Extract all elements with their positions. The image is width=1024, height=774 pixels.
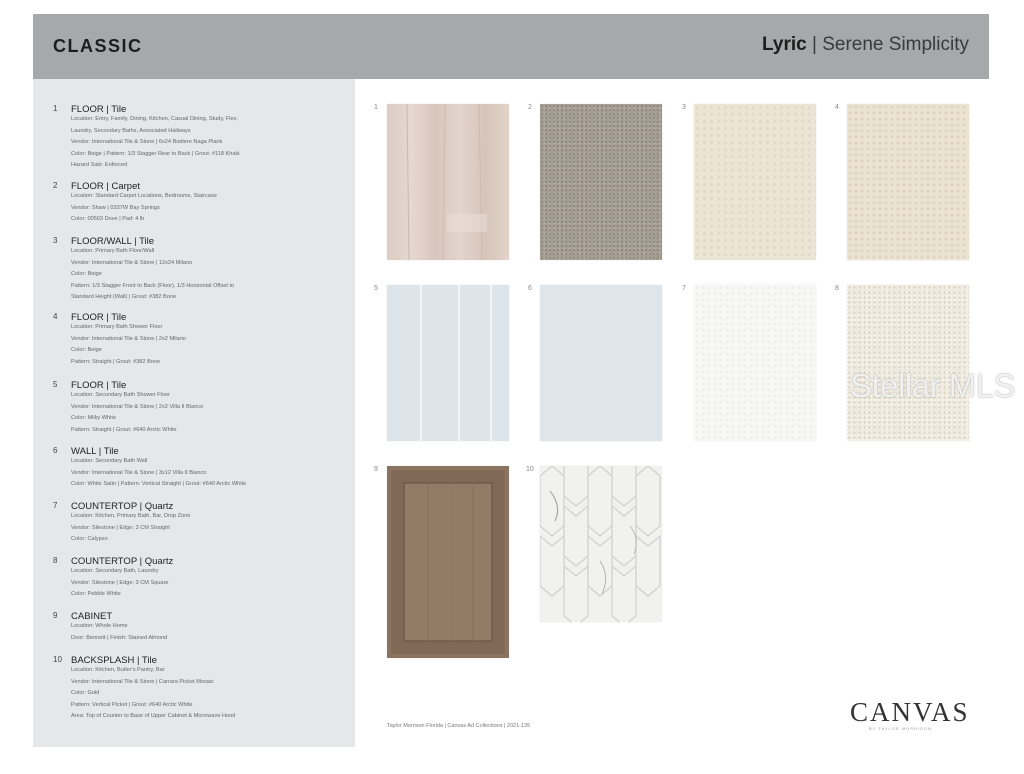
spec-number: 5 xyxy=(53,380,58,389)
spec-detail-line: Color: White Satin | Pattern: Vertical Straight | Grout: #640 Arctic White xyxy=(71,481,247,487)
spec-detail-line: Door: Bennett | Finish: Stained Almond xyxy=(71,634,168,641)
spec-detail-line: Location: Kitchen, Primary Bath, Bar, Drop Zone xyxy=(71,513,191,519)
spec-detail-line: Vendor: Silestone | Edge: 3 CM Straight xyxy=(71,524,170,531)
spec-title: BACKSPLASH | Tile xyxy=(71,655,157,666)
spec-detail-line: Color: 00503 Dove | Pad: 4 lb xyxy=(71,216,145,222)
collection-series: Lyric xyxy=(762,34,807,55)
spec-detail-line: Standard Height (Wall) | Grout: #382 Bone xyxy=(71,294,177,300)
canvas-logo-subtitle: BY TAYLOR MORRISON xyxy=(869,726,932,731)
spec-panel xyxy=(33,79,355,747)
tile-number: 9 xyxy=(374,466,378,473)
spec-detail-line: Area: Top of Counter to Base of Upper Cabinet & Microwave Hood xyxy=(71,713,236,719)
tile-number: 1 xyxy=(374,104,378,111)
spec-detail-line: Location: Standard Carpet Locations, Bedrooms, Staircase xyxy=(71,193,217,199)
spec-detail-line: Vendor: Silestone | Edge: 3 CM Square xyxy=(71,579,169,586)
spec-title: COUNTERTOP | Quartz xyxy=(71,556,174,567)
header-bar xyxy=(33,14,989,79)
swatch-carpet-taupe xyxy=(540,104,662,260)
tile-number: 3 xyxy=(682,104,686,111)
spec-number: 7 xyxy=(53,501,58,510)
spec-detail-line: Vendor: Shaw | 0337W Bay Springs xyxy=(71,204,160,211)
spec-detail-line: Location: Entry, Family, Dining, Kitchen, Casual Dining, Study, Flex, xyxy=(71,116,238,122)
spec-title: CABINET xyxy=(71,611,113,622)
spec-detail-line: Location: Kitchen, Butler's Pantry, Bar xyxy=(71,667,165,673)
spec-title: WALL | Tile xyxy=(71,446,119,457)
spec-number: 10 xyxy=(53,655,62,664)
swatch-backsplash-mosaic xyxy=(540,466,662,622)
swatch-cabinet-door xyxy=(387,466,509,658)
spec-detail-line: Location: Whole Home xyxy=(71,623,128,629)
spec-number: 2 xyxy=(53,181,58,190)
swatch-cream-speckled-quartz xyxy=(847,285,969,441)
tile-number: 5 xyxy=(374,285,378,292)
spec-detail-line: Vendor: International Tile & Stone | 2x2 Villa II Bianco xyxy=(71,403,204,410)
tile-number: 2 xyxy=(528,104,532,111)
tile-number: 8 xyxy=(835,285,839,292)
spec-detail-line: Laundry, Secondary Baths, Associated Hallways xyxy=(71,127,191,134)
footnote: Taylor Morrison Florida | Canvas Ad Collections | 2021-135 xyxy=(387,723,531,729)
spec-detail-line: Vendor: International Tile & Stone | Carrara Picket Mosaic xyxy=(71,678,214,685)
spec-title: FLOOR/WALL | Tile xyxy=(71,236,155,247)
spec-detail-line: Color: Beige | Pattern: 1/3 Stagger Rear to Back | Grout: #118 Khaki xyxy=(71,150,240,157)
spec-detail-line: Location: Primary Bath Floor/Wall xyxy=(71,248,155,254)
swatch-pale-blue-tile xyxy=(387,285,509,441)
swatch-pale-blue-wall-tile xyxy=(540,285,662,441)
swatch-white-quartz xyxy=(694,285,816,441)
spec-detail-line: Vendor: International Tile & Stone | 12x24 Milano xyxy=(71,259,193,266)
spec-title: FLOOR | Tile xyxy=(71,104,127,115)
swatch-shower-floor-cream xyxy=(847,104,969,260)
collection-name: Serene Simplicity xyxy=(822,34,969,55)
spec-detail-line: Color: Calypso xyxy=(71,536,108,542)
spec-detail-line: Color: Beige xyxy=(71,347,102,353)
spec-detail-line: Location: Secondary Bath, Laundry xyxy=(71,568,159,574)
spec-title: COUNTERTOP | Quartz xyxy=(71,501,174,512)
collection-separator: | xyxy=(812,34,817,55)
spec-detail-line: Vendor: International Tile & Stone | 3x12 Villa II Bianco xyxy=(71,469,207,476)
spec-detail-line: Pattern: Straight | Grout: #382 Bone xyxy=(71,358,161,365)
spec-detail-line: Vendor: International Tile & Stone | 2x2 Milano xyxy=(71,335,186,342)
tile-number: 7 xyxy=(682,285,686,292)
spec-detail-line: Color: Milky White xyxy=(71,415,117,421)
spec-title: FLOOR | Tile xyxy=(71,380,127,391)
spec-number: 4 xyxy=(53,312,58,321)
collection-title xyxy=(762,34,969,56)
spec-detail-line: Pattern: Straight | Grout: #640 Arctic White xyxy=(71,426,177,433)
swatch-floor-tile-beige xyxy=(387,104,509,260)
spec-number: 9 xyxy=(53,611,58,620)
tile-number: 4 xyxy=(835,104,839,111)
spec-detail-line: Vendor: International Tile & Stone | 6x24 Bodiere Naga Plank xyxy=(71,139,223,145)
spec-number: 8 xyxy=(53,556,58,565)
spec-detail-line: Color: Pebble White xyxy=(71,591,121,597)
spec-detail-line: Hazard Sale: Enforced xyxy=(71,162,128,168)
swatch-floor-wall-cream xyxy=(694,104,816,260)
tile-number: 6 xyxy=(528,285,532,292)
spec-detail-line: Pattern: Vertical Picket | Grout: #640 Arctic White xyxy=(71,701,193,708)
spec-detail-line: Color: Beige xyxy=(71,271,102,277)
spec-title: FLOOR | Carpet xyxy=(71,181,140,192)
spec-detail-line: Color: Gold xyxy=(71,690,100,696)
spec-number: 3 xyxy=(53,236,58,245)
tile-number: 10 xyxy=(526,466,534,473)
canvas-logo: CANVAS xyxy=(850,697,970,727)
spec-detail-line: Location: Secondary Bath Shower Floor xyxy=(71,392,170,398)
spec-number: 6 xyxy=(53,446,58,455)
brand-title: CLASSIC xyxy=(53,36,143,56)
spec-detail-line: Location: Secondary Bath Wall xyxy=(71,458,148,464)
spec-detail-line: Pattern: 1/3 Stagger Front to Back (Floor), 1/3 Horizontal Offset to xyxy=(71,282,235,289)
spec-number: 1 xyxy=(53,104,58,113)
spec-detail-line: Location: Primary Bath Shower Floor xyxy=(71,324,163,330)
stellar-mls-watermark: Stellar MLS xyxy=(850,367,1016,404)
spec-title: FLOOR | Tile xyxy=(71,312,127,323)
